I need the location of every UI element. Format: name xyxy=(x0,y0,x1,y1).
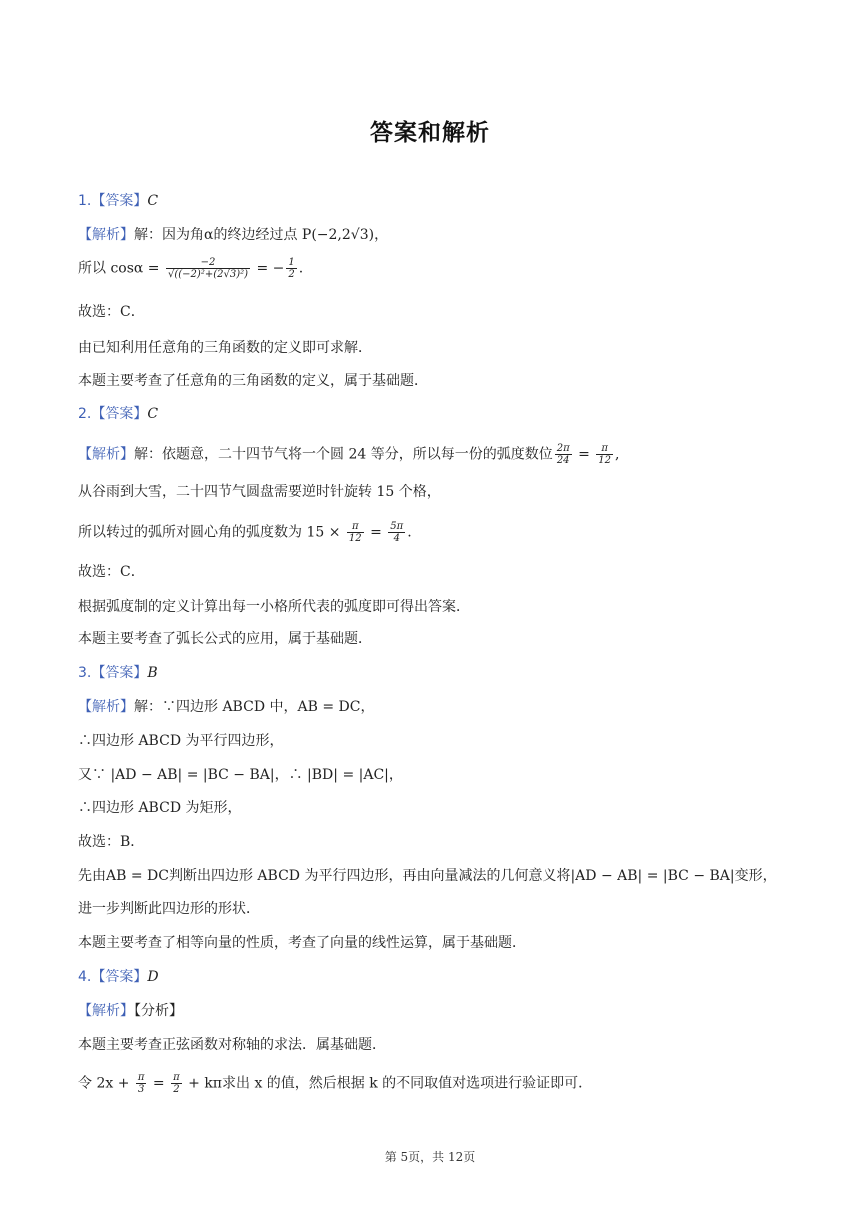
fraction: $\frac{\pi}{12}$ xyxy=(348,521,362,544)
text-line: 从谷雨到大雪，二十四节气圆盘需要逆时针旋转 15 个格， xyxy=(78,484,441,500)
equals: = xyxy=(148,1075,170,1092)
formula-prefix: 所以转过的弧所对圆心角的弧度数为 15 × xyxy=(78,524,345,541)
analysis-line xyxy=(78,697,374,717)
formula-line xyxy=(78,521,412,544)
text-line: 故选：B． xyxy=(78,834,145,850)
analysis-text: 【分析】 xyxy=(134,1003,183,1019)
page-footer: 第 5页，共 12页 xyxy=(384,1150,476,1164)
text-line: 先由AB = DC判断出四边形 ABCD 为平行四边形，再由向量减法的几何意义将|AD − AB| = |BC − BA|变形， xyxy=(78,868,777,884)
question-number: 1. xyxy=(78,193,92,209)
question-number: 2. xyxy=(78,406,92,422)
analysis-text: 解：∵四边形 ABCD 中，AB = DC， xyxy=(134,699,375,715)
analysis-label: 【解析】 xyxy=(78,446,134,463)
formula-prefix: 所以 cosα = xyxy=(78,260,164,277)
fraction: $\frac{\pi}{2}$ xyxy=(173,1072,180,1095)
answer-line-1 xyxy=(78,191,158,211)
formula-line xyxy=(78,257,303,280)
analysis-line xyxy=(78,1001,183,1021)
analysis-line xyxy=(78,443,619,466)
answer-line-2 xyxy=(78,404,158,424)
fraction: $\frac{\pi}{12}$ xyxy=(598,443,612,466)
answer-label: 【答案】 xyxy=(91,406,148,422)
analysis-label: 【解析】 xyxy=(78,1003,134,1019)
text-line: 本题主要考查了相等向量的性质，考查了向量的线性运算，属于基础题． xyxy=(78,935,526,951)
question-number: 3. xyxy=(78,665,92,681)
fraction: $\frac{\pi}{3}$ xyxy=(137,1072,145,1095)
formula-prefix: 令 2x + xyxy=(78,1075,134,1092)
answer-label: 【答案】 xyxy=(91,193,148,209)
answer-value: D xyxy=(147,969,159,985)
formula-rest: + kπ求出 x 的值，然后根据 k 的不同取值对选项进行验证即可． xyxy=(183,1075,593,1092)
answer-value: C xyxy=(147,406,159,422)
text-line: 根据弧度制的定义计算出每一小格所代表的弧度即可得出答案． xyxy=(78,599,470,615)
analysis-label: 【解析】 xyxy=(78,227,134,243)
text-line: 故选：C． xyxy=(78,564,145,580)
text-line: 本题主要考查正弦函数对称轴的求法．属基础题． xyxy=(78,1037,386,1053)
question-number: 4. xyxy=(78,969,92,985)
analysis-line xyxy=(78,225,388,245)
analysis-text: 解：依题意，二十四节气将一个圆 24 等分，所以每一份的弧度数位 xyxy=(134,446,553,463)
text-line: 故选：C． xyxy=(78,304,145,320)
fraction: $\frac{5\pi}{4}$ xyxy=(390,521,404,544)
text-line: 由已知利用任意角的三角函数的定义即可求解． xyxy=(78,340,372,356)
punct: . xyxy=(407,524,412,541)
equals: = xyxy=(573,446,595,463)
fraction: $\frac{-2}{\text{√((−2)²+(2√3)²)}}$ xyxy=(168,257,249,280)
formula-mid: = − xyxy=(252,260,285,277)
text-line: ∴四边形 ABCD 为矩形， xyxy=(78,800,242,816)
formula-line xyxy=(78,1072,592,1095)
answer-label: 【答案】 xyxy=(91,665,148,681)
formula-end: . xyxy=(298,260,304,277)
text-line: 本题主要考查了弧长公式的应用，属于基础题． xyxy=(78,631,372,647)
punct: , xyxy=(615,446,620,463)
answer-label: 【答案】 xyxy=(91,969,148,985)
equals: = xyxy=(365,524,387,541)
analysis-label: 【解析】 xyxy=(78,699,134,715)
page-title: 答案和解析 xyxy=(370,120,490,146)
analysis-text: 解：因为角α的终边经过点 P(−2,2√3)， xyxy=(134,227,389,243)
answer-value: C xyxy=(147,193,159,209)
text-line: 本题主要考查了任意角的三角函数的定义，属于基础题． xyxy=(78,373,428,389)
answer-value: B xyxy=(147,665,158,681)
answer-line-3 xyxy=(78,663,158,683)
answer-line-4 xyxy=(78,967,159,987)
text-line: 进一步判断此四边形的形状． xyxy=(78,901,260,917)
fraction-half: $\frac{1}{2}$ xyxy=(288,257,295,280)
fraction: $\frac{2\pi}{24}$ xyxy=(556,443,570,466)
text-line: ∴四边形 ABCD 为平行四边形， xyxy=(78,733,284,749)
text-line: 又∵ |AD − AB| = |BC − BA|，∴ |BD| = |AC|， xyxy=(78,767,403,783)
